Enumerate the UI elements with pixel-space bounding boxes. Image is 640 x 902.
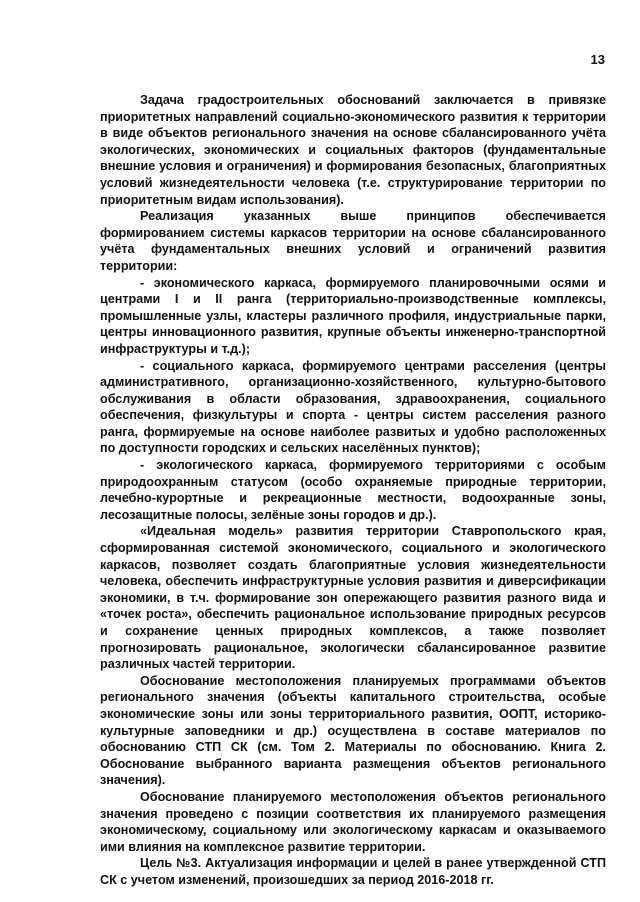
list-item: - экологического каркаса, формируемого территориями с особым природоохранным статусом (особо охраняемые природные территории, лечебно-курортные и рекреационные местности, водоохранные зоны, лесозащитные полосы, зелёные зоны городов и др.). xyxy=(100,458,606,522)
page-number: 13 xyxy=(590,52,605,67)
document-body xyxy=(100,92,606,889)
list-item: - экономического каркаса, формируемого планировочными осями и центрами I и II ранга (территориально-производственные комплексы, промышленные узлы, кластеры различного профиля, индустриальные парки, центры инновационного развития, крупные объекты инженерно-транспортной инфраструктуры и т.д.); xyxy=(100,275,606,356)
goal-text: . Актуализация информации и целей в ранее утвержденной СТП СК с учетом изменений, произошедших за период 2016-2018 гг. xyxy=(100,856,606,887)
paragraph: Задача градостроительных обоснований заключается в привязке приоритетных направлений социально-экономического развития к территории в виде объектов регионального значения на основе сбалансированного учёта экологических, экономических и социальных факторов (фундаментальные внешние условия и ограничения) и формирования безопасных, благоприятных условий жизнедеятельности человека (т.е. структурирование территории по приоритетным видам использования). xyxy=(100,93,606,207)
paragraph: Обоснование планируемого местоположения объектов регионального значения проведено с позиции соответствия их планируемого размещения экономическому, социальному или экологическому каркасам и оказываемого ими влияния на комплексное развитие территории. xyxy=(100,789,606,854)
goal-label: Цель №3 xyxy=(140,856,198,871)
paragraph: Обоснование местоположения планируемых программами объектов регионального значения (объекты капитального строительства, особые экономические зоны или зоны территориального развития, ООПТ, историко-культурные заповедники и др.) осуществлена в составе материалов по обоснованию СТП СК (см. Том 2. Материалы по обоснованию. Книга 2. Обоснование выбранного варианта размещения объектов регионального значения). xyxy=(100,673,606,788)
list-item: - социального каркаса, формируемого центрами расселения (центры административного, организационно-хозяйственного, культурно-бытового обслуживания в области образования, здравоохранения, социального обеспечения, физкультуры и спорта - центры систем расселения разного ранга, формируемые на основе наиболее развитых и удобно расположенных по доступности городских и сельских населённых пунктов); xyxy=(100,358,606,456)
goal-paragraph xyxy=(100,855,606,888)
paragraph: «Идеальная модель» развития территории Ставропольского края, сформированная системой экономического, социального и экологического каркасов, позволяет создать благоприятные условия жизнедеятельности человека, обеспечить инфраструктурные условия развития и диверсификации экономики, в т.ч. формирование зон опережающего развития разного вида и «точек роста», обеспечить рациональное использование природных ресурсов и сохранение ценных природных комплексов, а также позволяет прогнозировать рациональное, экологически сбалансированное развитие различных частей территории. xyxy=(100,524,606,672)
paragraph: Реализация указанных выше принципов обеспечивается формированием системы каркасов территории на основе сбалансированного учёта фундаментальных внешних условий и ограничений развития территории: xyxy=(100,209,606,273)
